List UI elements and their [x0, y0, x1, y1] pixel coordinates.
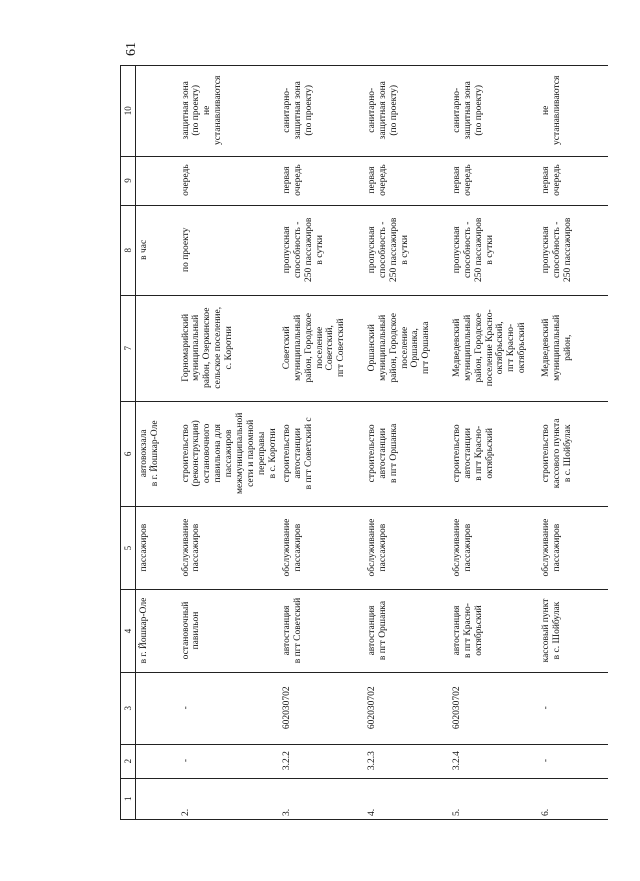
table-cell: защитная зона (по проекту) не устанавливаются [178, 66, 279, 157]
table-cell: кассовый пункт в с. Шойбулак [538, 590, 608, 673]
table-cell: - [178, 744, 279, 778]
table-header [121, 66, 136, 820]
header-cell: 4 [121, 590, 136, 673]
header-cell: 7 [121, 296, 136, 402]
table-cell: санитарно- защитная зона (по проекту) [364, 66, 449, 157]
table-cell: 2. [178, 778, 279, 819]
table-cell: Советский муниципальный район, Городское поселение Советский, пгт Советский [279, 296, 364, 402]
table-cell: первая очередь [279, 156, 364, 205]
table-cell: обслуживание пассажиров [279, 507, 364, 590]
table-cell: 5. [449, 778, 538, 819]
table-cell: 6. [538, 778, 608, 819]
rotated-table-page [120, 65, 573, 820]
table-cell: 3.2.4 [449, 744, 538, 778]
header-cell: 5 [121, 507, 136, 590]
table-cell: обслуживание пассажиров [538, 507, 608, 590]
table-cell: по проекту [178, 205, 279, 295]
header-cell: 9 [121, 156, 136, 205]
table-cell [136, 778, 178, 819]
table-cell: автостанция в пгт Красно- октябрьский [449, 590, 538, 673]
table-cell: - [178, 672, 279, 744]
header-cell: 1 [121, 778, 136, 819]
table-cell: очередь [178, 156, 279, 205]
table-cell: пропускная способность - 250 пассажиров в сутки [449, 205, 538, 295]
table-cell: пропускная способность - 250 пассажиров в сутки [364, 205, 449, 295]
header-cell: 10 [121, 66, 136, 157]
table-cell: в г. Йошкар-Оле [136, 590, 178, 673]
table-cell [136, 66, 178, 157]
table-cell [136, 672, 178, 744]
table-cell: 3.2.2 [279, 744, 364, 778]
table-cell: Медведевский муниципальный район, [538, 296, 608, 402]
table-row [538, 66, 608, 820]
table-cell: - [538, 672, 608, 744]
table-cell: 602030702 [364, 672, 449, 744]
table-cell: обслуживание пассажиров [364, 507, 449, 590]
header-cell: 3 [121, 672, 136, 744]
table-cell: санитарно- защитная зона (по проекту) [279, 66, 364, 157]
table-cell: 3.2.3 [364, 744, 449, 778]
table-body [136, 66, 608, 820]
table-cell: обслуживание пассажиров [178, 507, 279, 590]
table-cell: 602030702 [279, 672, 364, 744]
table-cell: Медведевский муниципальный район, Городское поселение Красно- октябрьский, пгт Красно- октябрьский [449, 296, 538, 402]
table-cell: - [538, 744, 608, 778]
table-cell [136, 156, 178, 205]
header-cell: 2 [121, 744, 136, 778]
table-row [449, 66, 538, 820]
table-cell: Горномарийский муниципальный район, Озеркинское сельское поселение, с. Коротни [178, 296, 279, 402]
table-row [136, 66, 178, 820]
table-cell: автостанция в пгт Оршанка [364, 590, 449, 673]
table-cell: санитарно- защитная зона (по проекту) [449, 66, 538, 157]
table-cell: в час [136, 205, 178, 295]
table-cell: обслуживание пассажиров [449, 507, 538, 590]
table-cell: строительство автостанции в пгт Советский с [279, 401, 364, 507]
table-cell: 4. [364, 778, 449, 819]
header-cell: 8 [121, 205, 136, 295]
table-row [178, 66, 279, 820]
table-cell [136, 296, 178, 402]
table-cell: пропускная способность - 250 пассажиров [538, 205, 608, 295]
table-cell: автовокзала в г. Йошкар-Оле [136, 401, 178, 507]
page-number: 61 [124, 42, 139, 56]
table-cell: строительство автостанции в пгт Красно- октябрьский [449, 401, 538, 507]
table-cell: автостанция в пгт Советский [279, 590, 364, 673]
table-row [364, 66, 449, 820]
table-cell [136, 744, 178, 778]
table-row [279, 66, 364, 820]
header-cell: 6 [121, 401, 136, 507]
table-cell: первая очередь [538, 156, 608, 205]
table-cell: 3. [279, 778, 364, 819]
table-cell: строительство (реконструкция) остановочного павильона для пассажиров межмуниципальной сети и паромной переправы в с. Коротни [178, 401, 279, 507]
table-cell: остановочный павильон [178, 590, 279, 673]
objects-table [120, 65, 608, 820]
table-cell: строительство автостанции в пгт Оршанка [364, 401, 449, 507]
table-cell: не устанавливаются [538, 66, 608, 157]
table-cell: 602030702 [449, 672, 538, 744]
table-cell: пропускная способность - 250 пассажиров в сутки [279, 205, 364, 295]
table-cell: первая очередь [364, 156, 449, 205]
table-cell: строительство кассового пункта в с. Шойбулак [538, 401, 608, 507]
table-cell: Оршанский муниципальный район, Городское поселение Оршанка, пгт Оршанка [364, 296, 449, 402]
table-cell: пассажиров [136, 507, 178, 590]
table-cell: первая очередь [449, 156, 538, 205]
